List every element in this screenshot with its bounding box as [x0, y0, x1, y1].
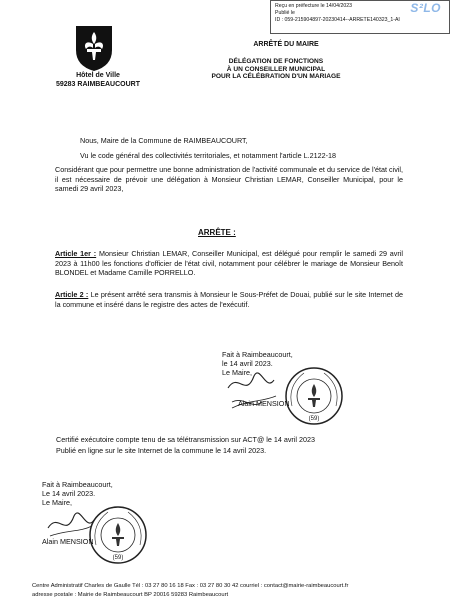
- footer-postal: adresse postale : Mairie de Raimbeaucourt BP 20016 59283 Raimbeaucourt: [32, 592, 229, 598]
- signature-place: Fait à Raimbeaucourt,: [222, 350, 293, 359]
- svg-text:(59): (59): [112, 555, 124, 561]
- footer-contact: Centre Administratif Charles de Gaulle Tél : 03 27 80 16 18 Fax : 03 27 80 30 42 courriel : contact@mairie-raimbeaucourt.fr: [32, 583, 349, 589]
- article-1: [55, 249, 403, 278]
- arrete-heading: ARRÊTÉ DU MAIRE: [253, 41, 319, 48]
- intro-line: Nous, Maire de la Commune de RAIMBEAUCOURT,: [80, 136, 248, 145]
- legal-basis: Vu le code général des collectivités territoriales, et notamment l'article L.2122-18: [80, 151, 336, 160]
- fleur-de-lis-shield-icon: [74, 24, 114, 72]
- signature-name: Alain MENSION: [238, 399, 290, 408]
- receipt-stamp: [270, 0, 450, 34]
- considerant-paragraph: Considérant que pour permettre une bonne administration de l'activité communale et du service de l'état civil, il est nécessaire de prévoir une délégation à Monsieur Christian LEMAR, Conseiller Municipal, pour le samedi 29 avril 2023,: [55, 165, 403, 194]
- subject-line-3: POUR LA CÉLÉBRATION D'UN MARIAGE: [211, 73, 341, 81]
- receipt-published: Publié le: [275, 10, 295, 16]
- subject-line-1: DÉLÉGATION DE FONCTIONS: [228, 58, 324, 65]
- signature-name: Alain MENSION: [42, 537, 94, 546]
- certified-executory: Certifié exécutoire compte tenu de sa télétransmission sur ACT@ le 14 avril 2023: [56, 435, 315, 444]
- receipt-received: Reçu en préfecture le 14/04/2023: [275, 3, 353, 9]
- mairie-seal-icon: [88, 505, 148, 565]
- signature-date: le 14 avril 2023.: [222, 359, 273, 368]
- s2lo-logo: S²LO: [410, 1, 441, 15]
- article-2-text: Le présent arrêté sera transmis à Monsieur le Sous-Préfet de Douai, publié sur le site Internet de la commune et inséré dans le registre des actes de l'exécutif.: [55, 290, 403, 309]
- page-footer: [32, 582, 442, 600]
- article-2-label: Article 2 :: [55, 290, 89, 299]
- arrete-title-text: ARRÊTE :: [198, 228, 236, 237]
- certification-block: [56, 435, 356, 456]
- signature-date: Le 14 avril 2023.: [42, 489, 96, 498]
- signature-place: Fait à Raimbeaucourt,: [42, 480, 113, 489]
- published-online: Publié en ligne sur le site Internet de la commune le 14 avril 2023.: [56, 445, 267, 455]
- arrete-title: [198, 228, 236, 237]
- mairie-seal-icon: [284, 366, 344, 426]
- decree-subject: [176, 58, 376, 81]
- hotel-de-ville: Hôtel de Ville: [76, 72, 120, 79]
- signature-block-1: [222, 350, 293, 408]
- town-hall-address: [48, 72, 148, 89]
- town-postcode: 59283 RAIMBEAUCOURT: [55, 80, 141, 88]
- article-2: [55, 290, 403, 309]
- subject-line-2: À UN CONSEILLER MUNICIPAL: [226, 65, 326, 73]
- article-1-text: Monsieur Christian LEMAR, Conseiller Municipal, est délégué pour remplir le samedi 29 avril 2023 à 11h00 les fonctions d'officier de l'état civil, notamment pour célébrer le mariage de Monsieur Benoît BLONDEL et Madame Camille PORRELLO.: [55, 249, 403, 278]
- svg-text:(59): (59): [308, 416, 320, 422]
- signature-role: Le Maire,: [42, 498, 72, 507]
- article-1-label: Article 1er :: [55, 249, 97, 258]
- receipt-id: ID : 059-215904897-20230414--ARRETE140323_1-AI: [275, 17, 400, 23]
- signature-role: Le Maire,: [222, 368, 252, 377]
